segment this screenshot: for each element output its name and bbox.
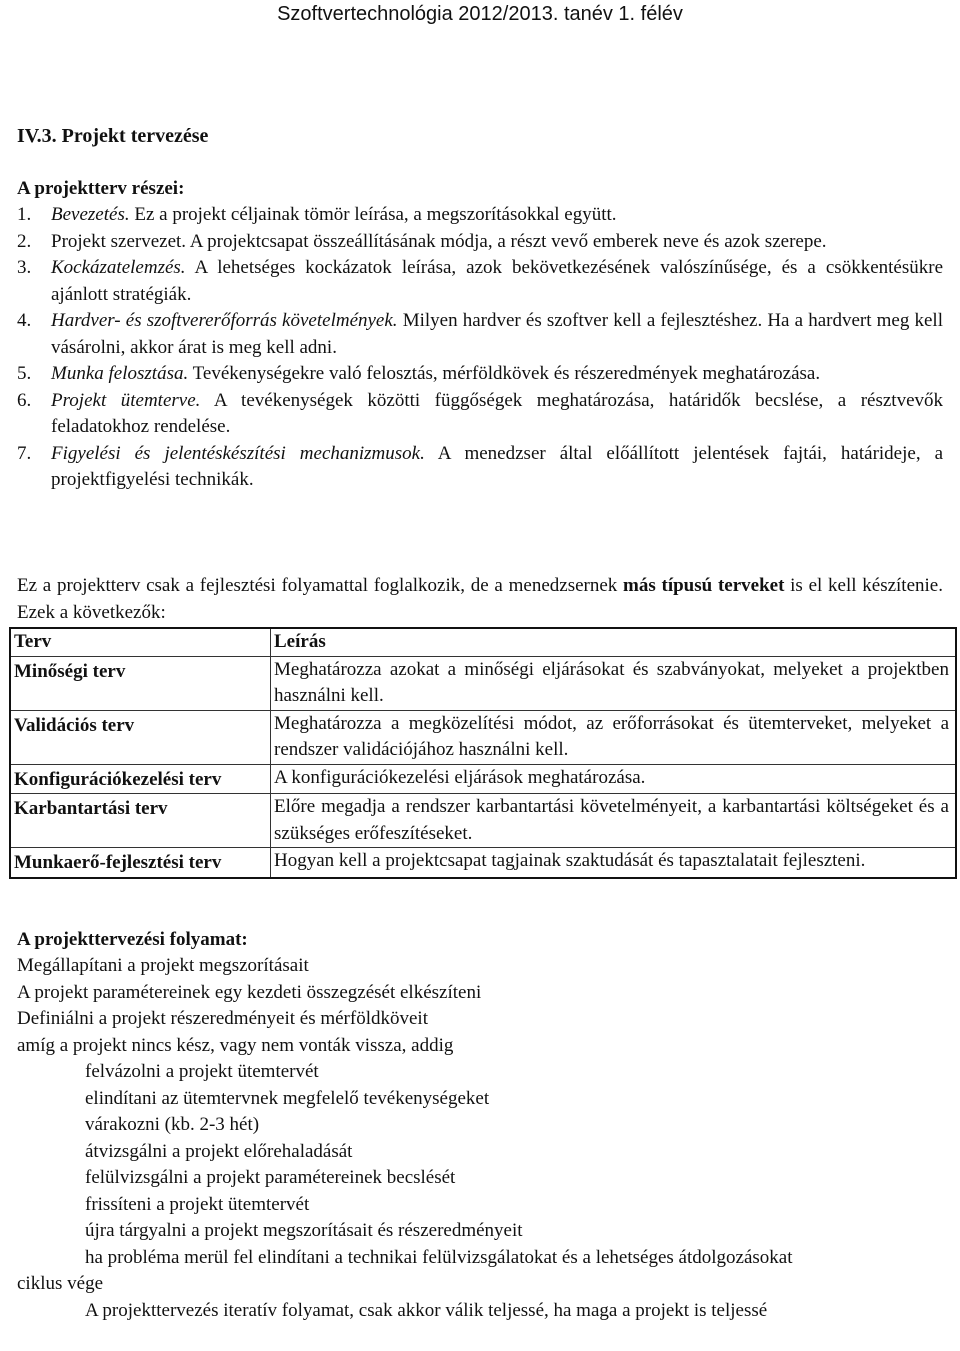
process-step: Definiálni a projekt részeredményeit és mérföldköveit (17, 1008, 428, 1029)
list-item (17, 255, 943, 308)
item-name: Bevezetés. (51, 204, 130, 225)
table-row (10, 848, 956, 878)
list-item (17, 388, 943, 441)
loop-step: ha probléma merül fel elindítani a technikai felülvizsgálatokat és a lehetséges átdolgozásokat (85, 1246, 793, 1268)
table-header-row (10, 628, 956, 656)
project-plan-parts-list (17, 202, 943, 494)
plan-description-cell: Hogyan kell a projektcsapat tagjainak szaktudását és tapasztalatait fejleszteni. (271, 848, 957, 878)
intro-text-a: Ez a projektterv csak a fejlesztési folyamattal foglalkozik, de a menedzsernek (17, 575, 624, 596)
column-header-plan: Terv (10, 628, 271, 656)
loop-step: felülvizsgálni a projekt paramétereinek becslését (85, 1167, 456, 1188)
intro-emphasis: más típusú terveket (623, 575, 785, 596)
list-item (17, 202, 943, 229)
item-number: 7. (17, 442, 32, 464)
item-name: Projekt szervezet. (51, 230, 187, 252)
loop-step: várakozni (kb. 2-3 hét) (85, 1114, 260, 1135)
table-row (10, 710, 956, 764)
item-description: Milyen hardver és szoftver kell a fejlesztéshez. Ha a hardvert meg kell vásárolni, akkor árat is meg kell adni. (51, 310, 943, 358)
plan-name-cell: Minőségi terv (10, 656, 271, 710)
intro-paragraph (17, 573, 943, 626)
plan-description-cell: Meghatározza azokat a minőségi eljárásokat és szabványokat, melyeket a projektben használni kell. (271, 656, 957, 710)
table-row (10, 764, 956, 794)
item-name: Figyelési és jelentéskészítési mechanizmusok. (51, 442, 425, 464)
item-number: 5. (17, 363, 32, 384)
table-row (10, 794, 956, 848)
loop-end: ciklus vége (17, 1273, 104, 1294)
item-description: A projektcsapat összeállításának módja, a részt vevő emberek neve és azok szerepe. (186, 230, 827, 252)
column-header-description: Leírás (271, 628, 957, 656)
process-step: amíg a projekt nincs kész, vagy nem vonták vissza, addig (17, 1034, 454, 1056)
loop-step: újra tárgyalni a projekt megszorításait és részeredményeit (85, 1220, 523, 1241)
process-heading: A projekttervezési folyamat: (17, 929, 248, 950)
planning-process (17, 953, 943, 1324)
running-header: Szoftvertechnológia 2012/2013. tanév 1. félév (277, 3, 683, 25)
item-name: Projekt ütemterve. (51, 389, 201, 411)
item-number: 3. (17, 257, 32, 278)
plan-name-cell: Konfigurációkezelési terv (10, 764, 271, 794)
item-description: Tevékenységekre való felosztás, mérföldkövek és részeredmények meghatározása. (188, 363, 821, 384)
item-number: 1. (17, 204, 32, 225)
closing-paragraph: A projekttervezés iteratív folyamat, csak akkor válik teljessé, ha maga a projekt is teljessé (85, 1299, 768, 1321)
section-title: IV.3. Projekt tervezése (17, 125, 209, 147)
plan-name-cell: Karbantartási terv (10, 794, 271, 848)
loop-step: elindítani az ütemtervnek megfelelő tevékenységeket (85, 1087, 490, 1109)
parts-heading: A projektterv részei: (17, 178, 185, 199)
loop-step: felvázolni a projekt ütemtervét (85, 1061, 319, 1082)
item-name: Munka felosztása. (51, 363, 189, 384)
list-item (17, 441, 943, 494)
item-name: Kockázatelemzés. (51, 257, 186, 278)
item-description: A menedzser által előállított jelentések fajtái, határideje, a projektfigyelési technikák. (51, 442, 944, 490)
plan-types-table (9, 627, 957, 879)
item-name: Hardver- és szoftvererőforrás követelmények. (51, 310, 398, 331)
item-description: A tevékenységek közötti függőségek meghatározása, határidők becslése, a résztvevők feladatokhoz rendelése. (51, 389, 943, 437)
plan-description-cell: Meghatározza a megközelítési módot, az erőforrásokat és ütemterveket, melyeket a rendszer validációjához használni kell. (271, 710, 957, 764)
list-item (17, 229, 943, 256)
item-number: 4. (17, 310, 32, 331)
table-row (10, 656, 956, 710)
item-number: 2. (17, 230, 32, 252)
plan-name-cell: Validációs terv (10, 710, 271, 764)
list-item (17, 308, 943, 361)
plan-description-cell: A konfigurációkezelési eljárások meghatározása. (271, 764, 957, 794)
plan-description-cell: Előre megadja a rendszer karbantartási követelményeit, a karbantartási költségeket és a szükséges erőfeszítéseket. (271, 794, 957, 848)
loop-step: átvizsgálni a projekt előrehaladását (85, 1140, 353, 1162)
item-number: 6. (17, 389, 32, 411)
intro-text-c: is el kell készítenie. Ezek a következők: (17, 575, 943, 623)
list-item (17, 361, 943, 388)
process-step: A projekt paramétereinek egy kezdeti összegzését elkészíteni (17, 981, 482, 1003)
loop-step: frissíteni a projekt ütemtervét (85, 1193, 310, 1215)
item-description: Ez a projekt céljainak tömör leírása, a megszorításokkal együtt. (129, 204, 617, 225)
plan-name-cell: Munkaerő-fejlesztési terv (10, 848, 271, 878)
process-step: Megállapítani a projekt megszorításait (17, 955, 309, 976)
item-description: A lehetséges kockázatok leírása, azok bekövetkezésének valószínűsége, és a csökkentésükre ajánlott stratégiák. (51, 257, 943, 305)
